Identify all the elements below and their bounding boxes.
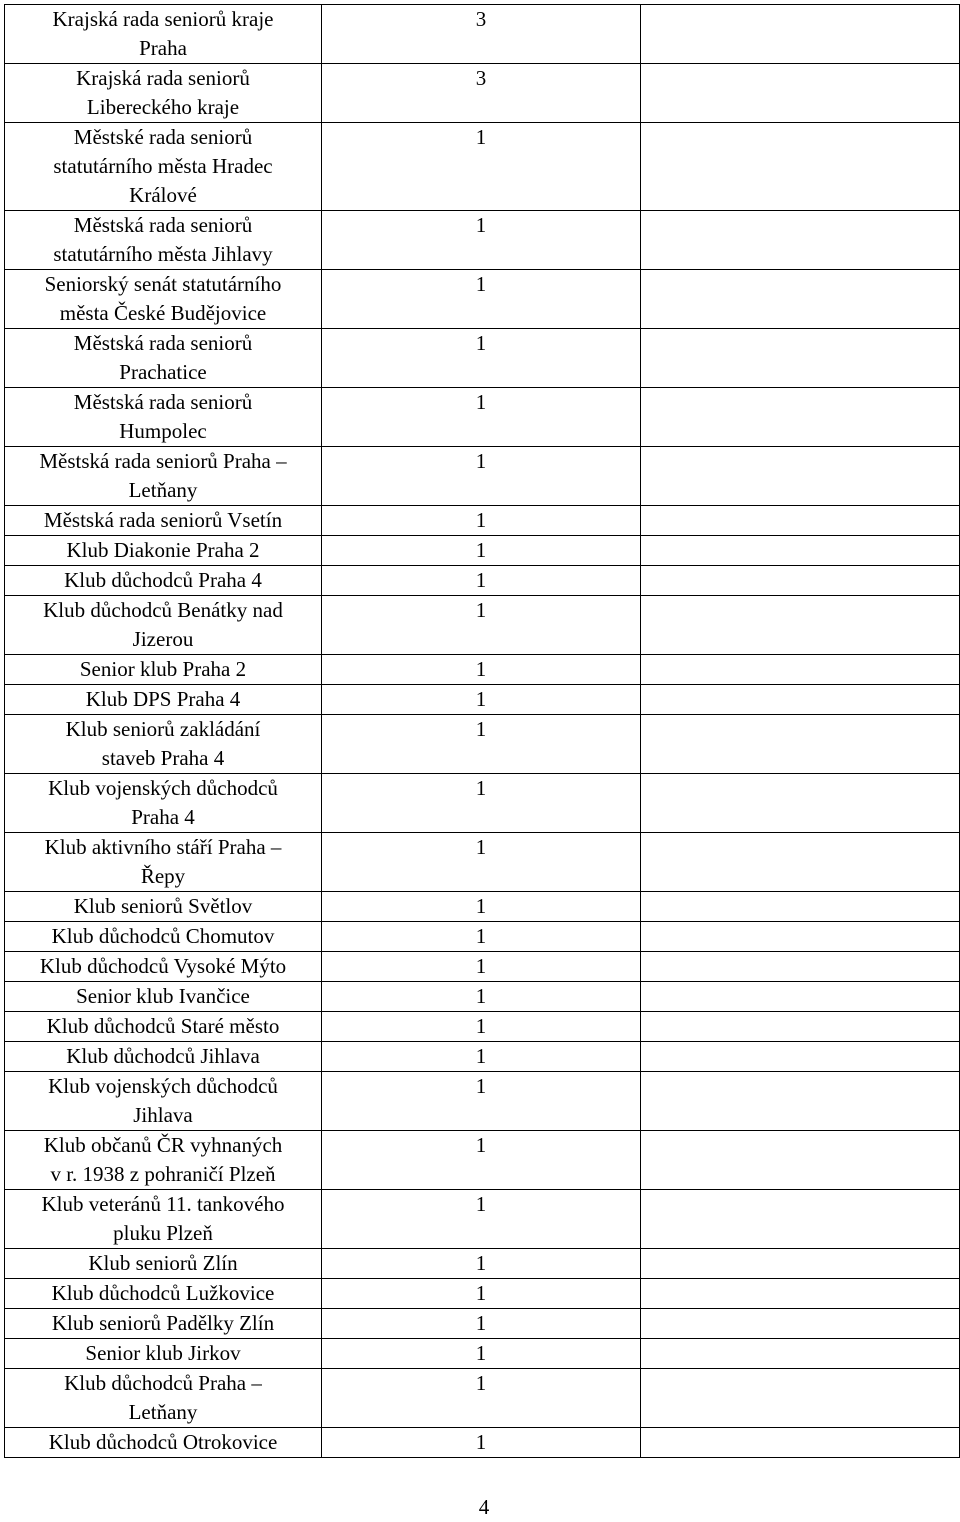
member-count-cell: 1 (322, 1309, 641, 1339)
page-number: 4 (478, 1495, 490, 1519)
member-count-cell: 1 (322, 715, 641, 774)
table-row (5, 833, 960, 892)
organization-name-cell: Klub důchodců Praha 4 (5, 566, 322, 596)
member-count-cell: 3 (322, 5, 641, 64)
empty-cell (641, 64, 960, 123)
empty-cell (641, 685, 960, 715)
empty-cell (641, 506, 960, 536)
table-row (5, 123, 960, 211)
empty-cell (641, 596, 960, 655)
organization-name-cell: Klub důchodců Vysoké Mýto (5, 952, 322, 982)
empty-cell (641, 1072, 960, 1131)
member-count-cell: 1 (322, 1131, 641, 1190)
member-count-cell: 1 (322, 1369, 641, 1428)
empty-cell (641, 270, 960, 329)
member-count-cell: 1 (322, 566, 641, 596)
member-count-cell: 1 (322, 1428, 641, 1458)
empty-cell (641, 536, 960, 566)
member-count-cell: 1 (322, 952, 641, 982)
organization-name-cell: Klub důchodců Jihlava (5, 1042, 322, 1072)
organization-name-cell: Krajská rada seniorů Libereckého kraje (5, 64, 322, 123)
organization-name-cell: Klub seniorů Padělky Zlín (5, 1309, 322, 1339)
table-row (5, 1309, 960, 1339)
organization-name-cell: Klub seniorů Světlov (5, 892, 322, 922)
organization-name-cell: Městská rada seniorů Prachatice (5, 329, 322, 388)
table-row (5, 329, 960, 388)
empty-cell (641, 1309, 960, 1339)
empty-cell (641, 1042, 960, 1072)
organization-name-cell: Městská rada seniorů Praha – Letňany (5, 447, 322, 506)
organization-name-cell: Klub důchodců Staré město (5, 1012, 322, 1042)
member-count-cell: 1 (322, 211, 641, 270)
organization-name-cell: Klub důchodců Praha – Letňany (5, 1369, 322, 1428)
empty-cell (641, 715, 960, 774)
table-row (5, 774, 960, 833)
organization-name-cell: Městská rada seniorů Vsetín (5, 506, 322, 536)
member-count-cell: 1 (322, 1249, 641, 1279)
table-row (5, 922, 960, 952)
empty-cell (641, 329, 960, 388)
table-row (5, 1249, 960, 1279)
empty-cell (641, 982, 960, 1012)
organization-name-cell: Klub důchodců Otrokovice (5, 1428, 322, 1458)
member-count-cell: 1 (322, 1042, 641, 1072)
organization-name-cell: Klub Diakonie Praha 2 (5, 536, 322, 566)
organization-name-cell: Klub důchodců Benátky nad Jizerou (5, 596, 322, 655)
member-count-cell: 1 (322, 922, 641, 952)
organizations-table (4, 4, 960, 1458)
member-count-cell: 1 (322, 982, 641, 1012)
organization-name-cell: Klub důchodců Chomutov (5, 922, 322, 952)
organization-name-cell: Senior klub Praha 2 (5, 655, 322, 685)
table-row (5, 1131, 960, 1190)
empty-cell (641, 566, 960, 596)
member-count-cell: 1 (322, 388, 641, 447)
member-count-cell: 1 (322, 536, 641, 566)
table-row (5, 1042, 960, 1072)
table-row (5, 892, 960, 922)
organization-name-cell: Klub aktivního stáří Praha – Řepy (5, 833, 322, 892)
table-row (5, 536, 960, 566)
empty-cell (641, 1279, 960, 1309)
organization-name-cell: Městská rada seniorů Humpolec (5, 388, 322, 447)
empty-cell (641, 892, 960, 922)
table-row (5, 211, 960, 270)
table-row (5, 1369, 960, 1428)
table-row (5, 1339, 960, 1369)
empty-cell (641, 655, 960, 685)
member-count-cell: 1 (322, 685, 641, 715)
member-count-cell: 3 (322, 64, 641, 123)
table-row (5, 1012, 960, 1042)
empty-cell (641, 5, 960, 64)
empty-cell (641, 774, 960, 833)
member-count-cell: 1 (322, 1072, 641, 1131)
organization-name-cell: Klub důchodců Lužkovice (5, 1279, 322, 1309)
organization-name-cell: Městská rada seniorů statutárního města Jihlavy (5, 211, 322, 270)
member-count-cell: 1 (322, 892, 641, 922)
table-body (5, 5, 960, 1458)
table-row (5, 596, 960, 655)
empty-cell (641, 922, 960, 952)
organization-name-cell: Senior klub Jirkov (5, 1339, 322, 1369)
table-row (5, 1190, 960, 1249)
member-count-cell: 1 (322, 1339, 641, 1369)
member-count-cell: 1 (322, 447, 641, 506)
member-count-cell: 1 (322, 270, 641, 329)
member-count-cell: 1 (322, 506, 641, 536)
table-row (5, 388, 960, 447)
table-row (5, 1279, 960, 1309)
member-count-cell: 1 (322, 1190, 641, 1249)
empty-cell (641, 1190, 960, 1249)
empty-cell (641, 1369, 960, 1428)
table-row (5, 447, 960, 506)
table-row (5, 5, 960, 64)
table-row (5, 952, 960, 982)
table-row (5, 1072, 960, 1131)
empty-cell (641, 1012, 960, 1042)
organization-name-cell: Klub DPS Praha 4 (5, 685, 322, 715)
member-count-cell: 1 (322, 1012, 641, 1042)
table-row (5, 1428, 960, 1458)
organization-name-cell: Senior klub Ivančice (5, 982, 322, 1012)
member-count-cell: 1 (322, 1279, 641, 1309)
empty-cell (641, 123, 960, 211)
organization-name-cell: Klub vojenských důchodců Praha 4 (5, 774, 322, 833)
empty-cell (641, 447, 960, 506)
member-count-cell: 1 (322, 774, 641, 833)
table-row (5, 655, 960, 685)
empty-cell (641, 211, 960, 270)
organization-name-cell: Seniorský senát statutárního města České Budějovice (5, 270, 322, 329)
table-row (5, 566, 960, 596)
table-row (5, 685, 960, 715)
empty-cell (641, 388, 960, 447)
empty-cell (641, 952, 960, 982)
empty-cell (641, 833, 960, 892)
table-row (5, 506, 960, 536)
empty-cell (641, 1428, 960, 1458)
organization-name-cell: Klub občanů ČR vyhnaných v r. 1938 z pohraničí Plzeň (5, 1131, 322, 1190)
empty-cell (641, 1339, 960, 1369)
table-row (5, 715, 960, 774)
organization-name-cell: Městské rada seniorů statutárního města Hradec Králové (5, 123, 322, 211)
member-count-cell: 1 (322, 123, 641, 211)
empty-cell (641, 1131, 960, 1190)
member-count-cell: 1 (322, 596, 641, 655)
table-row (5, 270, 960, 329)
organization-name-cell: Krajská rada seniorů kraje Praha (5, 5, 322, 64)
organization-name-cell: Klub vojenských důchodců Jihlava (5, 1072, 322, 1131)
member-count-cell: 1 (322, 655, 641, 685)
member-count-cell: 1 (322, 329, 641, 388)
empty-cell (641, 1249, 960, 1279)
member-count-cell: 1 (322, 833, 641, 892)
organization-name-cell: Klub veteránů 11. tankového pluku Plzeň (5, 1190, 322, 1249)
table-row (5, 64, 960, 123)
table-row (5, 982, 960, 1012)
organization-name-cell: Klub seniorů zakládání staveb Praha 4 (5, 715, 322, 774)
organization-name-cell: Klub seniorů Zlín (5, 1249, 322, 1279)
